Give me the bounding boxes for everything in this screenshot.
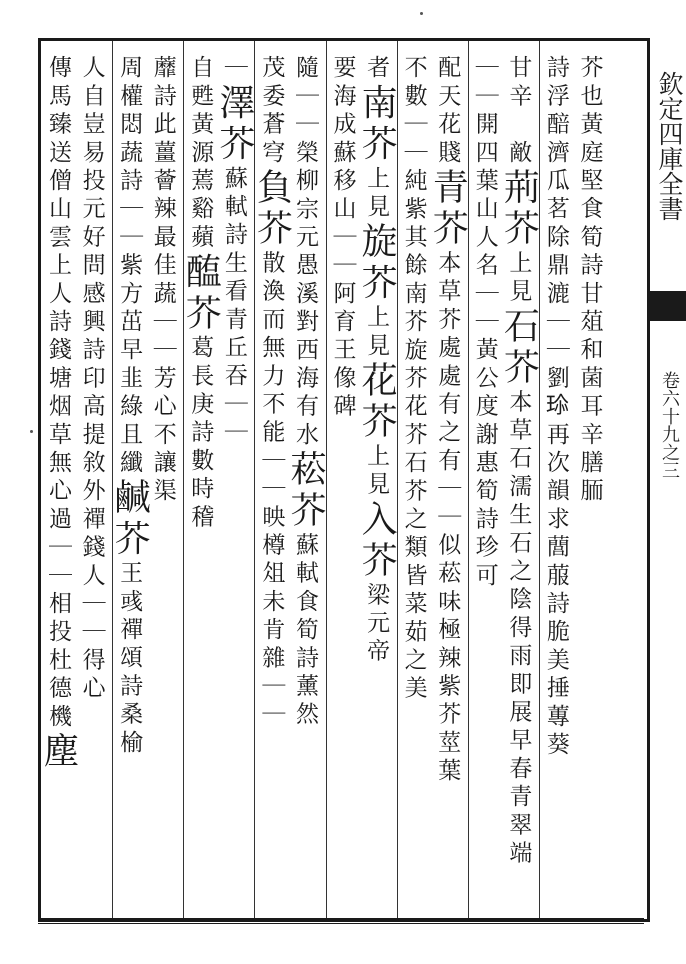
text-column (180, 55, 222, 533)
bottom-rule (38, 918, 644, 924)
entry-text: 本草芥處處有之有｜｜似菘味極辣紫芥莖葉 (434, 250, 461, 787)
entry-heading: 塵 (38, 731, 79, 774)
text-column (79, 55, 105, 704)
entry-text: 配天花賤 (434, 55, 461, 168)
text-column (38, 55, 79, 774)
entry-text: 甘辛 敵 (505, 55, 532, 168)
entry-text: 梁元帝 (363, 582, 390, 667)
entry-heading: 菘芥 (284, 449, 326, 533)
entry-text: ｜｜ (471, 55, 498, 112)
entry-text: 純紫其餘南芥旋芥花芥石芥之類皆菜茹之美 (400, 167, 427, 704)
entry-text: 上見 (363, 304, 390, 361)
entry-text: 者 (363, 55, 390, 84)
entry-heading: 負芥 (251, 167, 293, 251)
text-column (330, 55, 356, 422)
book-title: 欽定四庫全書 (655, 71, 684, 221)
entry-text: 要 (329, 55, 356, 84)
entry-text: 周權悶蔬詩｜｜紫方茁早韭綠且纖 (116, 55, 143, 478)
entry-text: 蘼詩此薑薈辣最佳蔬｜｜芳心不讓渠 (149, 55, 176, 507)
entry-heading: 鹹芥 (109, 478, 151, 561)
entry-text: 本草石濡生石之陰得雨即展早春青翠端 (505, 389, 532, 869)
entry-text: 茂委蒼穹 (258, 55, 285, 168)
entry-text: 上見 (505, 250, 532, 307)
entry-heading: 青芥 (427, 167, 469, 251)
volume-number: 卷六十九之三 (659, 371, 680, 479)
paper-speck (420, 12, 423, 15)
text-column (150, 55, 176, 506)
entry-text: 柳宗元愚溪對西海有水 (291, 167, 318, 450)
fishtail-mark (649, 291, 686, 321)
entry-text: 詩浮醅濟瓜茗除鼎漉｜｜劉𤤽再次韻求䕡菔詩脆美捶蓴葵 (542, 55, 569, 760)
entry-heading: 石芥 (498, 306, 540, 390)
entry-text: 開四葉山人名｜｜黃公度謝惠筍詩珍可 (471, 111, 498, 591)
entry-text: 不數｜｜ (400, 55, 427, 168)
column-rule (397, 41, 398, 919)
entry-text: 蘇軾詩生看青丘吞｜｜ (220, 165, 247, 448)
entry-text: 阿育王像碑 (329, 280, 356, 422)
entry-heading: 南芥 (356, 83, 398, 166)
paper-speck (30, 430, 33, 433)
entry-text: 上見 (363, 443, 390, 500)
text-column (213, 55, 255, 448)
text-column (576, 55, 602, 506)
entry-text: 葛長庚詩數時稽 (187, 334, 214, 533)
entry-text: 映樽俎未肯雜｜｜ (258, 504, 285, 730)
entry-heading: 澤芥 (213, 83, 255, 166)
column-rule (183, 41, 184, 919)
entry-text: 上見 (363, 165, 390, 223)
page-frame (38, 38, 684, 922)
entry-text: 芥也黃庭堅食筍詩甘葅和菌耳辛膳胹 (576, 55, 603, 507)
text-column (356, 55, 398, 667)
entry-text: 蘇軾食筍詩薰然 (291, 532, 318, 730)
entry-text: 人自豈易投元好問感興詩印高提敘外禪錢人｜｜得心 (78, 55, 105, 704)
entry-heading: 花芥 (356, 360, 398, 444)
text-column (401, 55, 427, 704)
entry-text: ｜ (220, 55, 247, 84)
entry-text: 散渙而無力不能｜｜ (258, 250, 285, 505)
text-column (472, 55, 498, 591)
entry-heading: 醢芥 (180, 252, 222, 335)
entry-text: 王彧禪頌詩桑榆 (116, 560, 143, 758)
entry-text: 隨｜｜榮 (291, 55, 318, 168)
entry-text: 傳馬臻送僧山雲上人詩錢塘烟草無心過｜｜相投杜德機 (45, 55, 71, 732)
entry-heading: 旋芥 (356, 222, 398, 305)
entry-heading: 入芥 (356, 499, 398, 583)
entry-text: 海成蘇移山｜｜ (329, 83, 356, 281)
page-margin (647, 41, 686, 919)
text-column (251, 55, 293, 730)
entry-text: 自甦黃源蔫谿蘋 (187, 55, 214, 253)
text-column (498, 55, 540, 869)
text-column (284, 55, 326, 730)
text-column (427, 55, 469, 787)
text-column (543, 55, 569, 760)
text-column (109, 55, 151, 758)
entry-heading: 荊芥 (498, 167, 540, 251)
